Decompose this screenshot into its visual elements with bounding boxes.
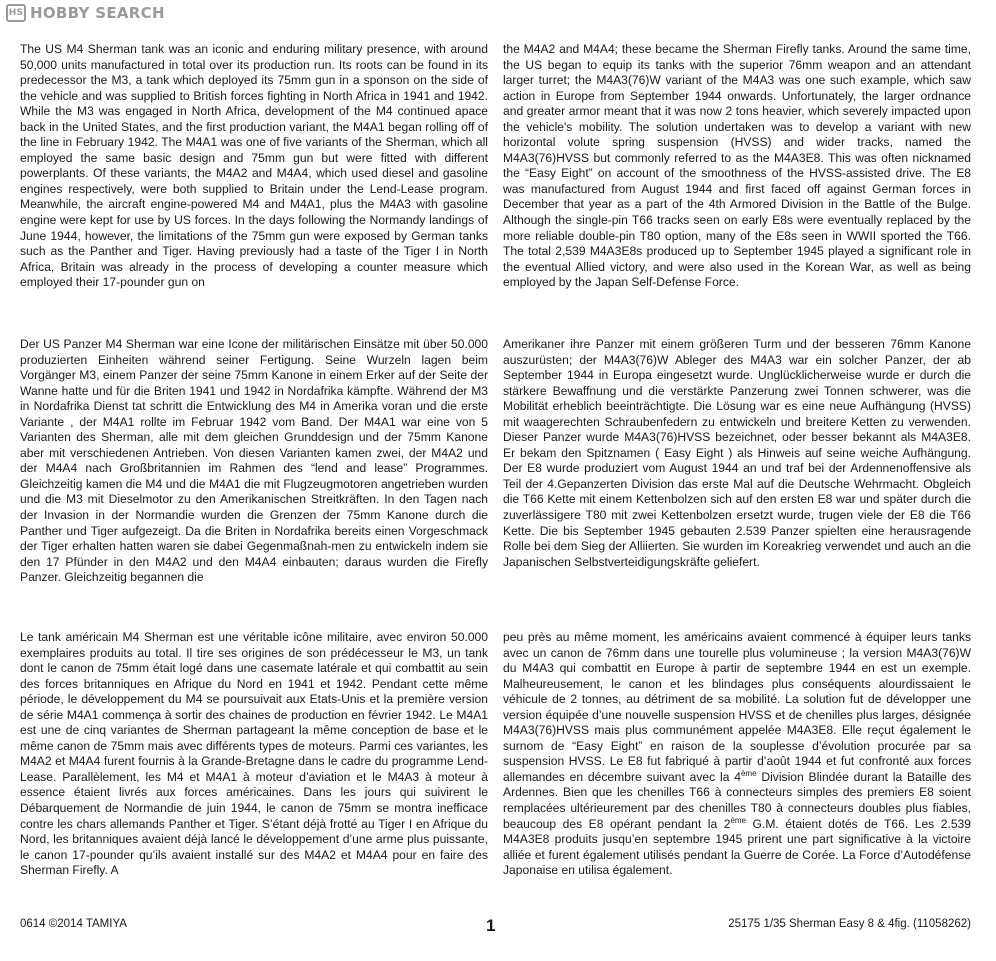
french-paragraph-left: Le tank américain M4 Sherman est une véritable icône militaire, avec environ 50.000 exemplaires produits au total. Il tire ses origines de son prédécesseur le M3, un tank dont le canon de 75mm était logé dans une casemate latérale et qui combattit au sein des forces britanniques en Afrique du Nord en 1941 et 1942. Pendant cette même période, le développement du M4 se poursuivait aux Etats-Unis et la première version de série M4A1 commença à sortir des chaines de production en février 1942. Le M4A1 est une de cinq variantes de Sherman partageant la même conception de base et le même canon de 75mm mais avec différents types de moteurs. Parmi ces variantes, les M4A2 et M4A4 furent fournis à la Grande-Bretagne dans le cadre du programme Lend-Lease. Parallèlement, les M4 et M4A1 à moteur d’aviation et le M4A3 à moteur à essence étaient livrés aux forces américaines. Dans les jours qui suivirent le Débarquement de Normandie de juin 1944, le canon de 75mm se montra inefficace contre les chars allemands Panther et Tiger. S’étant déjà frotté au Tiger I en Afrique du Nord, les britanniques avaient déjà lancé le développement d’une arme plus puissante, le canon 17-pounder qu’ils avaient installé sur des M4A2 et M4A4 pour en faire des Sherman Firefly. A xyxy=(20,630,488,878)
english-text-left xyxy=(20,42,488,291)
french-right-part-c: G.M. étaient dotés de T66. Les 2.539 M4A3E8 produits jusqu’en septembre 1945 prirent une part significative à la victoire alliée et furent également utilisés pendant la Guerre de Corée. La Force d’Autodéfense Japonaise en utilisa également. xyxy=(503,816,972,878)
ordinal-suffix: ème xyxy=(740,768,757,778)
page-number: 1 xyxy=(486,916,496,935)
french-paragraph-right xyxy=(503,630,971,879)
watermark xyxy=(6,4,165,22)
english-paragraph-left: The US M4 Sherman tank was an iconic and enduring military presence, with around 50,000 units manufactured in total over its production run. Its roots can be found in its predecessor the M3, a tank which deployed its 75mm gun in a sponson on the side of the vehicle and was supplied to British forces fighting in North Africa in 1941 and 1942. While the M3 was engaged in North Africa, development of the M4 continued apace back in the United States, and the first production variant, the M4A1 began rolling off of the line in February 1942. The M4A1 was one of five variants of the Sherman, which all employed the same basic design and 75mm gun but were fitted with different powerplants. Of these variants, the M4A2 and M4A4, which used diesel and gasoline engines respectively, were both supplied to Britain under the Lend-Lease program. Meanwhile, the aircraft engine-powered M4 and M4A1, plus the M4A3 with gasoline engine were kept for use by US forces. In the days following the Normandy landings of June 1944, however, the limitations of the 75mm gun were exposed by German tanks such as the Panther and Tiger. Having previously had a taste of the Tiger I in North Africa, Britain was already in the process of developing a counter measure which employed their 17-pounder gun on xyxy=(20,42,488,290)
german-text-right xyxy=(503,337,971,570)
german-text-left xyxy=(20,337,488,586)
german-paragraph-left: Der US Panzer M4 Sherman war eine Icone der militärischen Einsätze mit über 50.000 produzierten Einheiten während seiner Fertigung. Seine Wurzeln lagen beim Vorgänger M3, einem Panzer der seine 75mm Kanone in einem Erker auf der Seite der Wanne hatte und für die Briten 1941 und 1942 in Nordafrika kämpfte. Während der M3 in Nordafrika Dienst tat schritt die Entwicklung des M4 in Amerika voran und die erste Variante , der M4A1 rollte im Februar 1942 vom Band. Der M4A1 war eine von 5 Varianten des Sherman, alle mit dem gleichen Grunddesign und der 75mm Kanone aber mit verschiedenen Antrieben. Von diesen Varianten kamen zwei, der M4A2 und der M4A4 nach Großbritannien im Rahmen des “lend and lease” Programmes. Gleichzeitig kamen die M4 und die M4A1 die mit Flugzeugmotoren angetrieben wurden und die M3 mit Dieselmotor zu den Amerikanischen Streitkräften. In den Tagen nach der Invasion in der Normandie wurden die Grenzen der 75mm Kanone durch die Panther und Tiger aufgezeigt. Da die Briten in Nordafrika bereits einen Vorgeschmack der Tiger erhalten hatten waren sie dabei Gegenmaßnah-men zu entwickeln indem sie den 17 Pfünder in den M4A2 und den M4A4 einbauten; daraus wurden die Firefly Panzer. Gleichzeitig begannen die xyxy=(20,337,488,585)
french-right-part-b: Division Blindée durant la Bataille des Ardennes. Bien que les chenilles T66 à connecteurs simples des premiers E8 soient remplacées ultérieurement par des chenilles T80 à connecteurs doubles plus fiables, beaucoup des E8 opérant pendant la 2 xyxy=(503,769,971,831)
hobby-search-logo-icon: HS xyxy=(6,4,26,22)
french-text-right xyxy=(503,630,971,879)
footer-copyright: 0614 ©2014 TAMIYA xyxy=(20,918,127,930)
english-text-right xyxy=(503,42,971,291)
german-paragraph-right: Amerikaner ihre Panzer mit einem größeren Turm und der besseren 76mm Kanone auszurüsten; der M4A3(76)W Ableger des M4A3 war ein solcher Panzer, der ab September 1944 in Europa eingesetzt wurde. Unglücklicherweise wurde er durch die stärkere Bewaffnung und die verstärkte Panzerung zwei Tonnen schwerer, was die Mobilität erheblich beeinträchtigte. Die Lösung war es eine neue Aufhängung (HVSS) mit waagerechten Schraubenfedern zu entwickeln und breitere Ketten zu verwenden. Dieser Panzer wurde M4A3(76)HVSS bezeichnet, oder besser bekannt als M4A3E8. Er bekam den Spitznamen ( Easy Eight ) als Hinweis auf seine weiche Aufhängung. Der E8 wurde produziert vom August 1944 an und traf bei der Ardennenoffensive als Teil der 4.Gepanzerten Division das erste Mal auf die Deutsche Wehrmacht. Obgleich die T66 Kette mit einem Kettenbolzen sich auf den ersten E8 war und später durch die zuverlässigere T80 mit zwei Kettenbolzen ersetzt wurde, trugen viele der E8 die T66 Kette. Die bis September 1945 gebauten 2.539 Panzer spielten eine herausragende Rolle bei dem Sieg der Alliierten. Sie wurden im Koreakrieg verwendet und auch an die Japanischen Selbstverteidigungskräfte geliefert. xyxy=(503,337,971,569)
ordinal-suffix: ème xyxy=(730,815,747,825)
watermark-text: HOBBY SEARCH xyxy=(30,4,165,22)
french-text-left xyxy=(20,630,488,879)
footer-product-code: 25175 1/35 Sherman Easy 8 & 4fig. (11058262) xyxy=(728,918,971,930)
english-paragraph-right: the M4A2 and M4A4; these became the Sherman Firefly tanks. Around the same time, the US began to equip its tanks with the superior 76mm weapon and an attendant larger turret; the M4A3(76)W variant of the M4A3 was one such example, which saw action in Europe from September 1944 onwards. Unfortunately, the larger ordnance and greater armor meant that it was now 2 tons heavier, which severely impacted upon the vehicle's mobility. The solution undertaken was to develop a variant with new horizontal volute spring suspension (HVSS) and wider tracks, named the M4A3(76)HVSS but commonly referred to as the M4A3E8. This was often nicknamed the “Easy Eight” on account of the smoothness of the HVSS-assisted drive. The E8 was manufactured from August 1944 and first faced off against German forces in December that year as a part of the 4th Armored Division in the Battle of the Bulge. Although the single-pin T66 tracks seen on early E8s were eventually replaced by the more reliable double-pin T80 option, many of the E8s seen in WWII sported the T66. The total 2,539 M4A3E8s produced up to September 1945 played a significant role in the eventual Allied victory, and were also used in the Korean War, as well as being employed by the Japan Self-Defense Force. xyxy=(503,42,971,290)
french-right-part-a: peu près au même moment, les américains avaient commencé à équiper leurs tanks avec un canon de 76mm dans une tourelle plus volumineuse ; la version M4A3(76)W du M4A3 qui combattit en Europe à partir de septembre 1944 en est un exemple. Malheureusement, le canon et les blindages plus conséquents alourdissaient le véhicule de 2 tonnes, au détriment de sa mobilité. La solution fut de développer une version équipée d’une nouvelle suspension HVSS et de chenilles plus larges, désignée M4A3(76)HVSS mais plus communément appelée M4A3E8. Elle reçut également le surnom de “Easy Eight” en raison de la souplesse d’évolution procurée par sa suspension HVSS. Le E8 fut fabriqué à partir d’août 1944 et fut confronté aux forces allemandes en décembre suivant avec la 4 xyxy=(503,630,971,784)
